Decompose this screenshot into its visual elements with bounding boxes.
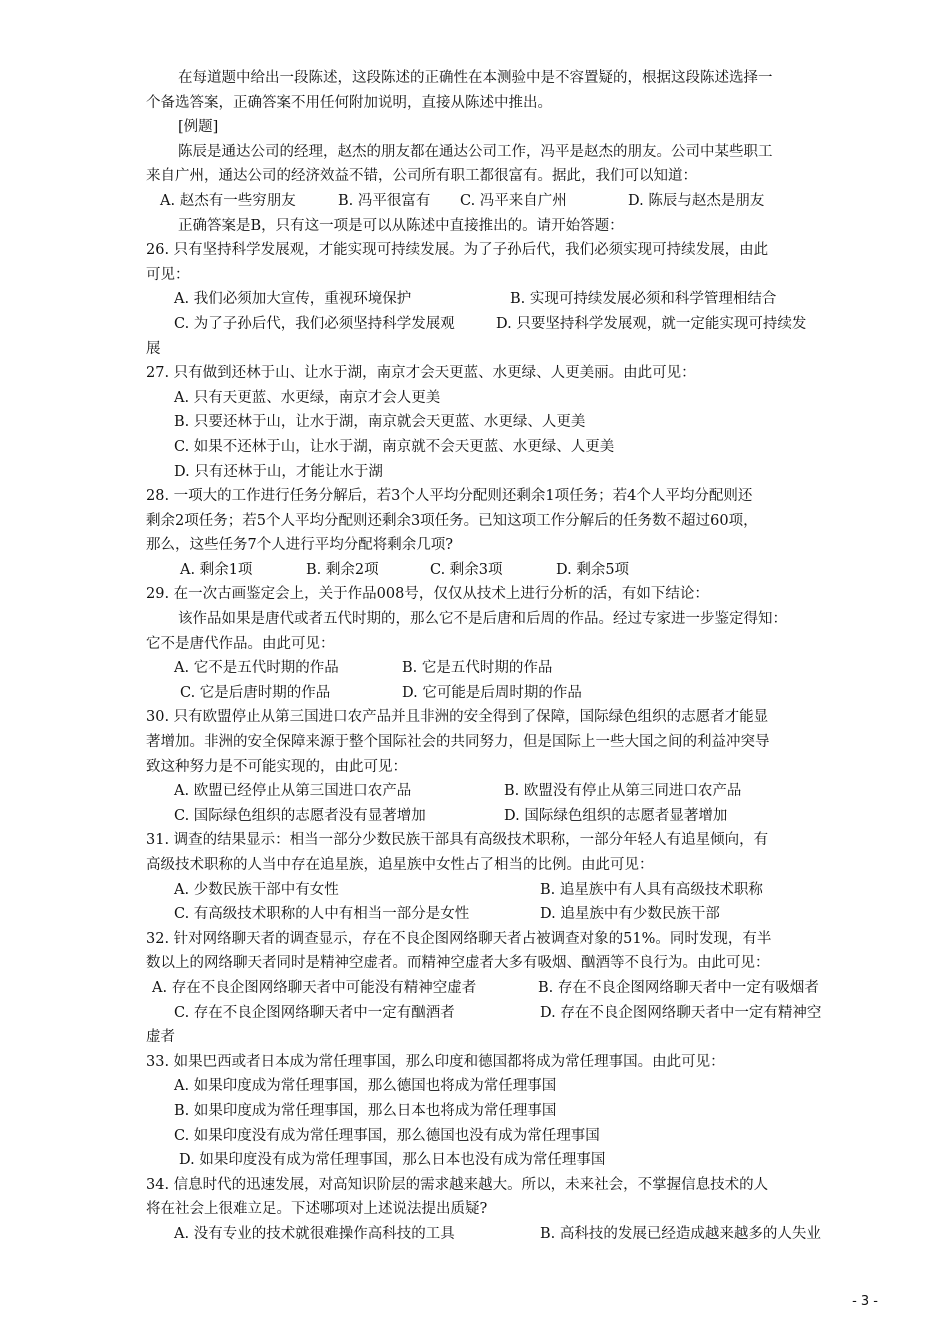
question-32-options-ab — [146, 976, 884, 1001]
page-number: - 3 - — [852, 1294, 878, 1309]
question-28-stem: 剩余2项任务；若5个人平均分配则还剩余3项任务。已知这项工作分解后的任务数不超过60项， — [146, 512, 758, 529]
question-30-options-cd — [146, 804, 884, 829]
question-26-stem: 可见： — [146, 266, 190, 283]
question-27-stem: 27. 只有做到还林于山、让水于湖，南京才会天更蓝、水更绿、人更美丽。由此可见： — [146, 365, 696, 382]
option-b: B. 只要还林于山，让水于湖，南京就会天更蓝、水更绿、人更美 — [174, 414, 586, 431]
question-28-options — [146, 558, 884, 583]
question-30-stem: 30. 只有欧盟停止从第三国进口农产品并且非洲的安全得到了保障，国际绿色组织的志愿者才能显 — [146, 709, 769, 726]
question-31-stem: 高级技术职称的人当中存在追星族，追星族中女性占了相当的比例。由此可见： — [146, 857, 654, 873]
option-d-continuation: 展 — [146, 340, 161, 357]
question-32-stem: 32. 针对网络聊天者的调查显示，存在不良企图网络聊天者占被调查对象的51%。同时发现，有半 — [146, 930, 772, 947]
example-option-c: C. 冯平来自广州 — [460, 192, 567, 209]
example-text: 来自广州，通达公司的经济效益不错，公司所有职工都很富有。据此，我们可以知道： — [146, 168, 697, 185]
example-option-b: B. 冯平很富有 — [338, 192, 431, 209]
question-29-stem: 29. 在一次古画鉴定会上，关于作品008号，仅仅从技术上进行分析的活，有如下结论： — [146, 586, 709, 603]
option-d: D. 只有还林于山，才能让水于湖 — [174, 463, 383, 480]
question-31-options-ab — [146, 878, 884, 903]
option-c: C. 国际绿色组织的志愿者没有显著增加 — [174, 807, 426, 824]
option-d: D. 只要坚持科学发展观，就一定能实现可持续发 — [496, 315, 807, 332]
example-options — [146, 189, 884, 214]
option-a: A. 欧盟已经停止从第三国进口农产品 — [174, 783, 412, 800]
option-b: B. 欧盟没有停止从第三同进口农产品 — [504, 783, 742, 800]
question-31-options-cd — [146, 902, 884, 927]
question-34-options-ab — [146, 1222, 884, 1247]
question-28-stem: 那么，这些任务7个人进行平均分配将剩余几项? — [146, 537, 453, 554]
question-28-stem: 28. 一项大的工作进行任务分解后，若3个人平均分配则还剩余1项任务；若4个人平均分配则还 — [146, 488, 753, 505]
question-30-stem: 著增加。非洲的安全保障来源于整个国际社会的共同努力，但是国际上一些大国之间的利益冲突导 — [146, 734, 770, 751]
option-c: C. 为了子孙后代，我们必须坚持科学发展观 — [174, 315, 455, 332]
option-a: A. 存在不良企图网络聊天者中可能没有精神空虚者 — [152, 979, 477, 996]
question-30-stem: 致这种努力是不可能实现的，由此可见： — [146, 758, 407, 775]
option-b: B. 它是五代时期的作品 — [402, 660, 553, 677]
question-26-options-ab — [146, 287, 884, 312]
option-b: B. 追星族中有人具有高级技术职称 — [540, 881, 763, 898]
option-a: A. 少数民族干部中有女性 — [174, 881, 339, 898]
option-c: C. 存在不良企图网络聊天者中一定有酗酒者 — [174, 1004, 455, 1021]
example-option-d: D. 陈辰与赵杰是朋友 — [628, 192, 765, 209]
question-29-stem: 它不是唐代作品。由此可见： — [146, 635, 335, 652]
option-d-continuation: 虚者 — [146, 1029, 175, 1046]
answer-note: 正确答案是B，只有这一项是可以从陈述中直接推出的。请开始答题： — [178, 217, 624, 234]
intro-line: 个备选答案，正确答案不用任何附加说明，直接从陈述中推出。 — [146, 94, 552, 111]
example-tag: [例题] — [178, 119, 219, 136]
question-29-options-cd — [146, 681, 884, 706]
option-b: B. 存在不良企图网络聊天者中一定有吸烟者 — [538, 979, 819, 996]
option-d: D. 追星族中有少数民族干部 — [540, 906, 720, 923]
question-29-stem: 该作品如果是唐代或者五代时期的，那么它不是后唐和后周的作品。经过专家进一步鉴定得知： — [178, 611, 787, 628]
question-30-options-ab — [146, 779, 884, 804]
option-a: A. 没有专业的技术就很难操作高科技的工具 — [174, 1225, 455, 1242]
option-a: A. 剩余1项 — [180, 561, 253, 578]
option-b: B. 如果印度成为常任理事国，那么日本也将成为常任理事国 — [174, 1102, 557, 1119]
question-32-stem: 数以上的网络聊天者同时是精神空虚者。而精神空虚者大多有吸烟、酗酒等不良行为。由此可见： — [146, 955, 770, 972]
option-b: B. 高科技的发展已经造成越来越多的人失业 — [540, 1225, 821, 1242]
example-option-a: A. 赵杰有一些穷朋友 — [160, 192, 296, 209]
option-c: C. 如果印度没有成为常任理事国，那么德国也没有成为常任理事国 — [174, 1127, 600, 1144]
intro-line: 在每道题中给出一段陈述，这段陈述的正确性在本测验中是不容置疑的，根据这段陈述选择一 — [178, 70, 773, 86]
question-34-stem: 34. 信息时代的迅速发展，对高知识阶层的需求越来越大。所以，未来社会，不掌握信息技术的人 — [146, 1176, 769, 1193]
example-text: 陈辰是通达公司的经理，赵杰的朋友都在通达公司工作，冯平是赵杰的朋友。公司中某些职工 — [178, 143, 773, 160]
option-d: D. 国际绿色组织的志愿者显著增加 — [504, 807, 728, 824]
option-a: A. 如果印度成为常任理事国，那么德国也将成为常任理事国 — [174, 1078, 557, 1095]
option-d: D. 如果印度没有成为常任理事国，那么日本也没有成为常任理事国 — [179, 1152, 606, 1169]
question-32-options-cd — [146, 1001, 884, 1026]
option-c: C. 它是后唐时期的作品 — [180, 684, 331, 701]
option-a: A. 它不是五代时期的作品 — [174, 660, 339, 677]
option-a: A. 只有天更蓝、水更绿，南京才会人更美 — [174, 389, 441, 406]
option-d: D. 存在不良企图网络聊天者中一定有精神空 — [540, 1004, 822, 1021]
document-body — [146, 66, 884, 1247]
question-31-stem: 31. 调查的结果显示：相当一部分少数民族干部具有高级技术职称，一部分年轻人有追星倾向，有 — [146, 832, 769, 849]
option-b: B. 剩余2项 — [306, 561, 379, 578]
option-a: A. 我们必须加大宣传，重视环境保护 — [174, 291, 412, 308]
question-34-stem: 将在社会上很难立足。下述哪项对上述说法提出质疑? — [146, 1201, 488, 1218]
question-26-options-cd — [146, 312, 884, 337]
option-d: D. 它可能是后周时期的作品 — [402, 684, 582, 701]
question-29-options-ab — [146, 656, 884, 681]
question-33-stem: 33. 如果巴西或者日本成为常任理事国，那么印度和德国都将成为常任理事国。由此可见： — [146, 1053, 725, 1070]
option-b: B. 实现可持续发展必须和科学管理相结合 — [510, 291, 777, 308]
option-d: D. 剩余5项 — [556, 561, 630, 578]
question-26-stem: 26. 只有坚持科学发展观，才能实现可持续发展。为了子孙后代，我们必须实现可持续发展，由此 — [146, 242, 769, 259]
option-c: C. 如果不还林于山，让水于湖，南京就不会天更蓝、水更绿、人更美 — [174, 438, 615, 455]
option-c: C. 剩余3项 — [430, 561, 503, 578]
option-c: C. 有高级技术职称的人中有相当一部分是女性 — [174, 906, 470, 923]
